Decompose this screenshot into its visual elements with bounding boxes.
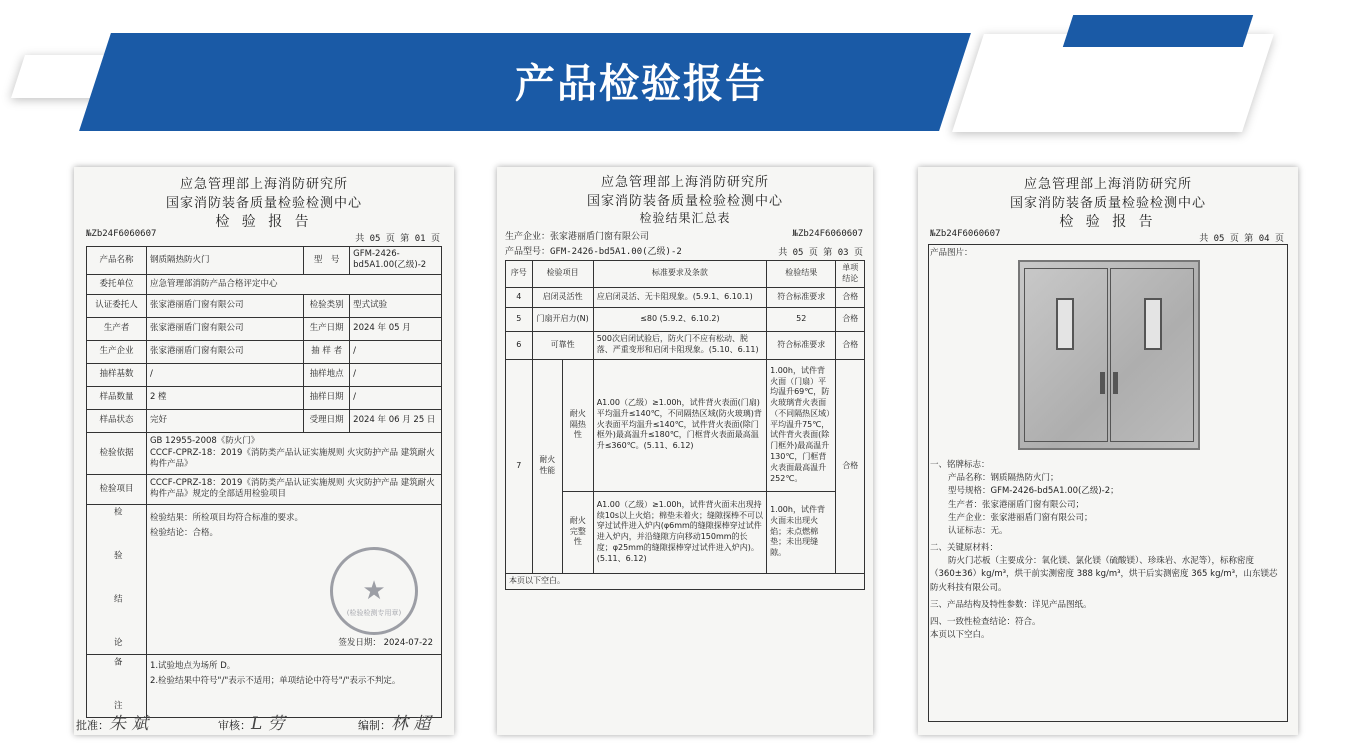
- blank-note: 本页以下空白。: [506, 573, 865, 589]
- remark-2: 2.检验结果中符号"/"表示不适用；单项结论中符号"/"表示不判定。: [149, 676, 401, 687]
- label-entrust-unit: 委托单位: [87, 274, 147, 294]
- approve-signature: 朱 斌: [109, 714, 149, 734]
- door-handle-left: [1100, 372, 1105, 394]
- banner-right-stripe: [952, 34, 1274, 132]
- conclusion-verdict: 检验结论：合格。: [149, 528, 218, 539]
- header-verdict: 单项结论: [836, 261, 865, 288]
- value-client: 张家港丽盾门窗有限公司: [146, 294, 303, 317]
- remark-1: 1.试验地点为场所 D。: [149, 660, 236, 671]
- institute-name: 应急管理部上海消防研究所: [600, 175, 769, 190]
- value-entrust-unit: 应急管理部消防产品合格评定中心: [146, 274, 441, 294]
- report-number: №Zb24F6060607: [792, 229, 863, 239]
- sub-requirement-insulation: A1.00（乙级）≥1.00h，试件背火表面(门扇)平均温升≤140℃，不同隔热区域(防火玻璃)背火表面平均温升≤140℃，试件背火表面(除门框外)最高温升≤180℃，门框背火表面最高温升≤360℃。(5.11、6.12): [593, 359, 766, 491]
- row-result: 52: [767, 307, 836, 331]
- approve-field: [76, 709, 148, 734]
- sub-result-integrity: 1.00h，试件背火面未出现火焰；未点燃棉垫；未出现缝隙。: [767, 491, 836, 573]
- header-no: 序号: [506, 261, 533, 288]
- row-result: 符合标准要求: [767, 287, 836, 307]
- row-verdict: 合格: [836, 287, 865, 307]
- sub-item-integrity: 耐火完整性: [563, 491, 594, 573]
- label-sample-date: 抽样日期: [304, 386, 350, 409]
- value-sample-state: 完好: [146, 409, 303, 432]
- nameplate-cert: 认证标志：无。: [948, 525, 1008, 536]
- value-production-date: 2024 年 05 月: [350, 317, 442, 340]
- review-label: 审核：: [218, 719, 251, 732]
- door-leaf-right: [1110, 268, 1194, 442]
- table-row: [506, 331, 865, 359]
- row-item: 门扇开启力(N): [532, 307, 593, 331]
- page-info: 共 05 页 第 04 页: [1199, 234, 1284, 244]
- review-field: [218, 709, 285, 734]
- summary-title: 检验结果汇总表: [639, 211, 731, 225]
- label-producer: 生产者: [87, 317, 147, 340]
- label-sample-base: 抽样基数: [87, 363, 147, 386]
- issue-date: 签发日期： 2024-07-22: [338, 638, 433, 649]
- materials-text: 防火门芯板（主要成分：氧化镁、氯化镁（硫酸镁）、珍珠岩、水泥等），标称密度（360±36）kg/m³，烘干前实测密度 388 kg/m³，烘干后实测密度 365 kg/m³，山东镁芯防火科技有限公司。: [930, 556, 1278, 593]
- review-signature: L 劳: [251, 714, 285, 734]
- door-window-right: [1144, 298, 1162, 350]
- table-row: [506, 359, 865, 491]
- report-page-4: [918, 167, 1298, 735]
- sub-item-insulation: 耐火隔热性: [563, 359, 594, 491]
- sub-result-insulation: 1.00h，试件背火面（门扇）平均温升69℃，防火玻璃背火表面（不同隔热区域）平均温升75℃，试件背火表面(除门框外)最高温升130℃，门框背火表面最高温升252℃。: [767, 359, 836, 491]
- value-sampler: /: [350, 340, 442, 363]
- label-remark: 备 注: [87, 654, 147, 717]
- section-consistency: 四、一致性检查结论：符合。: [930, 616, 1041, 627]
- row-verdict: 合格: [836, 307, 865, 331]
- institute-name: 应急管理部上海消防研究所: [1023, 177, 1192, 192]
- nameplate-model: 型号规格：GFM-2426-bd5A1.00(乙级)-2；: [948, 486, 1119, 497]
- nameplate-product: 产品名称：钢质隔热防火门；: [948, 473, 1059, 484]
- table-row: [506, 287, 865, 307]
- row-verdict: 合格: [836, 359, 865, 573]
- section-materials: 二、关键原材料：: [930, 543, 999, 554]
- banner-small-blue-bar: [1063, 15, 1253, 47]
- report-page-3: [497, 167, 873, 735]
- value-model: GFM-2426-bd5A1.00(乙级)-2: [350, 247, 442, 275]
- table-row: [506, 307, 865, 331]
- row-item: 耐火性能: [532, 359, 563, 573]
- report-page-1: [74, 167, 454, 735]
- header-requirement: 标准要求及条款: [593, 261, 766, 288]
- blank-note: 本页以下空白。: [930, 630, 990, 641]
- doc-header: [74, 173, 454, 231]
- row-verdict: 合格: [836, 331, 865, 359]
- value-quantity: 2 樘: [146, 386, 303, 409]
- label-quantity: 样品数量: [87, 386, 147, 409]
- label-company: 生产企业: [87, 340, 147, 363]
- summary-table: [505, 260, 865, 590]
- edit-signature: 林 超: [391, 714, 431, 734]
- value-sample-base: /: [146, 363, 303, 386]
- label-receive-date: 受理日期: [304, 409, 350, 432]
- row-item: 启闭灵活性: [532, 287, 593, 307]
- label-test-items: 检验项目: [87, 474, 147, 504]
- label-sample-place: 抽样地点: [304, 363, 350, 386]
- model-line: 产品型号：GFM-2426-bd5A1.00(乙级)-2: [505, 247, 682, 257]
- value-company: 张家港丽盾门窗有限公司: [146, 340, 303, 363]
- label-sampler: 抽 样 者: [304, 340, 350, 363]
- label-sample-state: 样品状态: [87, 409, 147, 432]
- sub-requirement-integrity: A1.00（乙级）≥1.00h，试件背火面未出现持续10s以上火焰；棉垫未着火；缝隙探棒不可以穿过试件进入炉内(φ6mm的缝隙探棒穿过试件进入炉内，并沿缝隙方向移动150mm的长度；φ25mm的缝隙探棒穿过试件进入炉内)。(5.11、6.12): [593, 491, 766, 573]
- label-test-type: 检验类别: [304, 294, 350, 317]
- edit-label: 编制：: [358, 719, 391, 732]
- row-no: 6: [506, 331, 533, 359]
- report-title: 检 验 报 告: [215, 214, 313, 230]
- center-name: 国家消防装备质量检验检测中心: [1009, 196, 1206, 211]
- report-number: №Zb24F6060607: [930, 229, 1001, 239]
- company-line: 生产企业：张家港丽盾门窗有限公司: [505, 232, 650, 242]
- label-test-basis: 检验依据: [87, 432, 147, 474]
- center-name: 国家消防装备质量检验检测中心: [586, 194, 783, 209]
- label-client: 认证委托人: [87, 294, 147, 317]
- label-model: 型 号: [304, 247, 350, 275]
- row-requirement: 500次启闭试验后，防火门不应有松动、脱落、严重变形和启闭卡阻现象。(5.10、6.11): [593, 331, 766, 359]
- approve-label: 批准：: [76, 719, 109, 732]
- value-product-name: 钢质隔热防火门: [146, 247, 303, 275]
- row-result: 符合标准要求: [767, 331, 836, 359]
- edit-field: [358, 709, 430, 734]
- value-test-basis: GB 12955-2008《防火门》 CCCF-CPRZ-18：2019《消防类产品认证实施规则 火灾防护产品 建筑耐火构件产品》: [146, 432, 441, 474]
- value-producer: 张家港丽盾门窗有限公司: [146, 317, 303, 340]
- remark-cell: [146, 654, 441, 717]
- door-handle-right: [1113, 372, 1118, 394]
- row-item: 可靠性: [532, 331, 593, 359]
- value-sample-date: /: [350, 386, 442, 409]
- section-nameplate: 一、铭牌标志：: [930, 460, 990, 470]
- conclusion-result: 检验结果：所检项目均符合标准的要求。: [149, 512, 303, 523]
- nameplate-company: 生产企业：张家港丽盾门窗有限公司；: [948, 512, 1093, 523]
- report-number: №Zb24F6060607: [86, 229, 157, 239]
- nameplate-producer: 生产者：张家港丽盾门窗有限公司；: [948, 499, 1085, 510]
- star-icon: ★: [362, 576, 386, 606]
- value-test-type: 型式试验: [350, 294, 442, 317]
- institute-name: 应急管理部上海消防研究所: [179, 177, 348, 192]
- label-production-date: 生产日期: [304, 317, 350, 340]
- doc-header: [497, 171, 873, 226]
- seal-text: (检验检测专用章): [346, 609, 402, 617]
- center-name: 国家消防装备质量检验检测中心: [165, 196, 362, 211]
- door-window-left: [1056, 298, 1074, 350]
- report-table: [86, 246, 442, 718]
- doc-header: [918, 173, 1298, 231]
- photo-label: 产品图片：: [930, 248, 973, 258]
- official-seal: [330, 547, 418, 635]
- row-no: 4: [506, 287, 533, 307]
- row-requirement: ≤80 (5.9.2、6.10.2): [593, 307, 766, 331]
- value-test-items: CCCF-CPRZ-18：2019《消防类产品认证实施规则 火灾防护产品 建筑耐火构件产品》规定的全部适用检验项目: [146, 474, 441, 504]
- page-info: 共 05 页 第 01 页: [355, 234, 440, 244]
- product-photo: [1018, 260, 1200, 450]
- page-info: 共 05 页 第 03 页: [778, 248, 863, 258]
- section-structure: 三、产品结构及特性参数：详见产品图纸。: [930, 599, 1092, 610]
- label-product-name: 产品名称: [87, 247, 147, 275]
- value-sample-place: /: [350, 363, 442, 386]
- header-item: 检验项目: [532, 261, 593, 288]
- report-title: 检 验 报 告: [1059, 214, 1157, 230]
- row-requirement: 应启闭灵活、无卡阻现象。(5.9.1、6.10.1): [593, 287, 766, 307]
- value-receive-date: 2024 年 06 月 25 日: [350, 409, 442, 432]
- row-no: 7: [506, 359, 533, 573]
- header-result: 检验结果: [767, 261, 836, 288]
- row-no: 5: [506, 307, 533, 331]
- door-leaf-left: [1024, 268, 1108, 442]
- banner-title: 产品检验报告: [515, 61, 767, 107]
- nameplate-section: [930, 459, 1286, 642]
- label-conclusion: 检 验 结 论: [87, 504, 147, 654]
